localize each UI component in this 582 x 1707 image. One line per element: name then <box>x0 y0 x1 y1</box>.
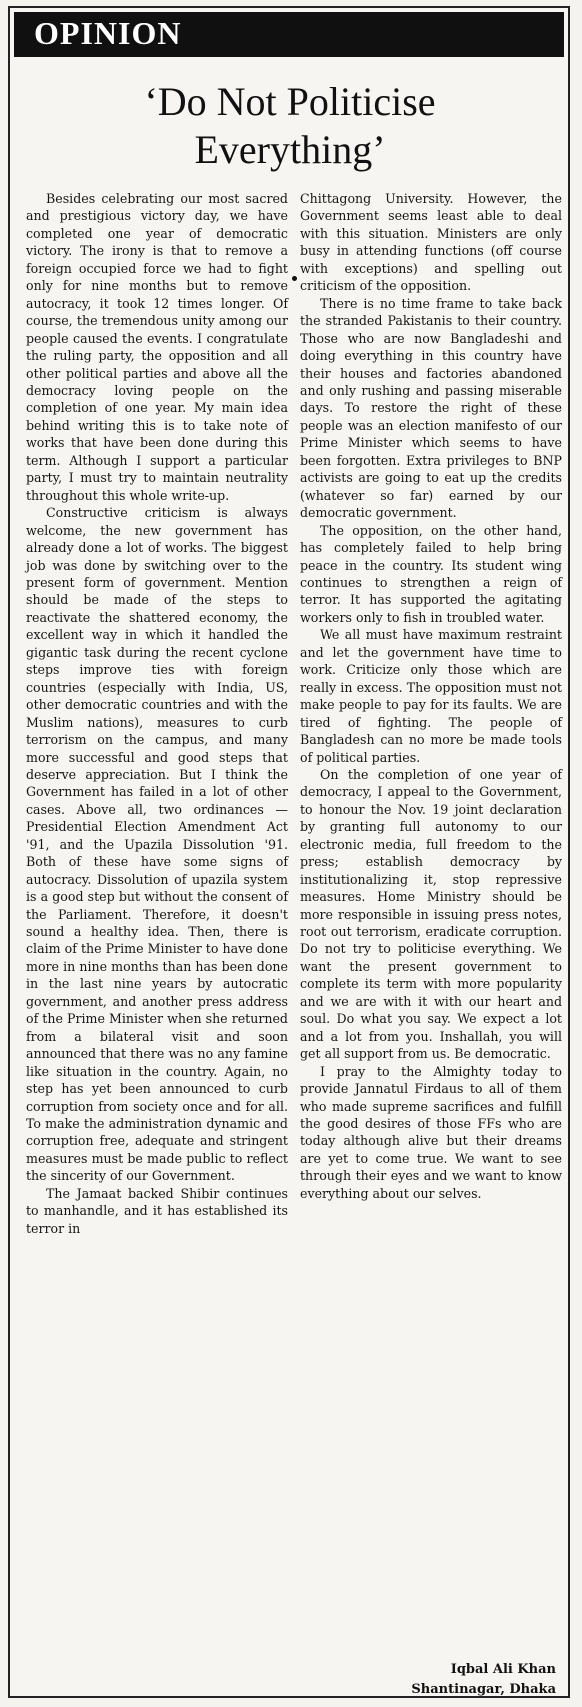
opinion-article <box>8 6 570 1698</box>
paragraph: The Jamaat backed Shibir continues to manhandle, and it has established its terror in <box>26 1185 288 1236</box>
author-place: Shantinagar, Dhaka <box>411 1682 556 1697</box>
right-column <box>300 190 562 1202</box>
headline-line-1: ‘Do Not Politicise <box>144 79 436 124</box>
paragraph: On the completion of one year of democracy, I appeal to the Government, to honour the Nov. 19 joint declaration by granting full autonomy to our electronic media, full freedom to the press; establish democracy by institutionalizing it, stop repressive measures. Home Ministry should be more responsible in issuing press notes, root out terrorism, eradicate corruption. Do not try to politicise everything. We want the present government to complete its term with more popularity and we are with it with our heart and soul. Do what you say. We expect a lot and a lot from you. Inshallah, you will get all support from us. Be democratic. <box>300 766 562 1062</box>
paragraph: Besides celebrating our most sacred and prestigious victory day, we have completed one year of democratic victory. The irony is that to remove a foreign occupied force we had to fight only for nine months but to remove autocracy, it took 12 times longer. Of course, the tremendous unity among our people caused the events. I congratulate the ruling party, the opposition and all other political parties and above all the democracy loving people on the completion of one year. My main idea behind writing this is to take note of works that have been done during this term. Although I support a particular party, I must try to maintain neutrality throughout this whole write-up. <box>26 191 288 503</box>
paragraph: The opposition, on the other hand, has completely failed to help bring peace in the country. Its student wing continues to strengthen a reign of terror. It has supported the agitating workers only to fish in troubled water. <box>300 522 562 625</box>
author-signature <box>310 1660 556 1700</box>
paragraph: There is no time frame to take back the stranded Pakistanis to their country. Those who are now Bangladeshi and doing everything in this country have their houses and factories abandoned and only rushing and passing miserable days. To restore the right of these people was an election manifesto of our Prime Minister which seems to have been forgotten. Extra privileges to BNP activists are going to eat up the credits (whatever so far) earned by our democratic government. <box>300 295 562 521</box>
paragraph: Chittagong University. However, the Government seems least able to deal with this situation. Ministers are only busy in attending functions (off course with exceptions) and spelling out criticism of the opposition. <box>300 191 562 294</box>
author-name: Iqbal Ali Khan <box>450 1662 556 1677</box>
paragraph: We all must have maximum restraint and let the government have time to work. Criticize only those which are really in excess. The opposition must not make people to pay for its faults. We are tired of fighting. The people of Bangladesh can no more be made tools of political parties. <box>300 627 562 765</box>
section-label: OPINION <box>34 15 182 51</box>
section-banner <box>14 12 564 57</box>
article-headline <box>20 78 560 174</box>
paragraph: I pray to the Almighty today to provide Jannatul Firdaus to all of them who made supreme sacrifices and fulfill the good desires of those FFs who are today although alive but their dreams are yet to come true. We want to see through their eyes and we want to know everything about our selves. <box>300 1063 562 1201</box>
bullet-dot <box>292 276 297 281</box>
left-column <box>26 190 288 1237</box>
headline-line-2: Everything’ <box>194 127 386 172</box>
paragraph: Constructive criticism is always welcome, the new government has already done a lot of works. The biggest job was done by switching over to the present form of government. Mention should be made of the steps to reactivate the shattered economy, the excellent way in which it handled the gigantic task during the recent cyclone steps improve ties with foreign countries (especially with India, US, other democratic countries and with the Muslim nations), measures to curb terrorism on the campus, and many more successful and good steps that deserve appreciation. But I think the Government has failed in a lot of other cases. Above all, two ordinances — Presidential Election Amendment Act '91, and the Upazila Dissolution '91. Both of these have some signs of autocracy. Dissolution of upazila system is a good step but without the consent of the Parliament. Therefore, it doesn't sound a healthy idea. Then, there is claim of the Prime Minister to have done more in nine months than has been done in the last nine years by autocratic government, and another press address of the Prime Minister when she returned from a bilateral visit and soon announced that there was no any famine like situation in the country. Again, no step has yet been announced to curb corruption from society once and for all. To make the administration dynamic and corruption free, adequate and stringent measures must be made public to reflect the sincerity of our Government. <box>26 505 288 1184</box>
